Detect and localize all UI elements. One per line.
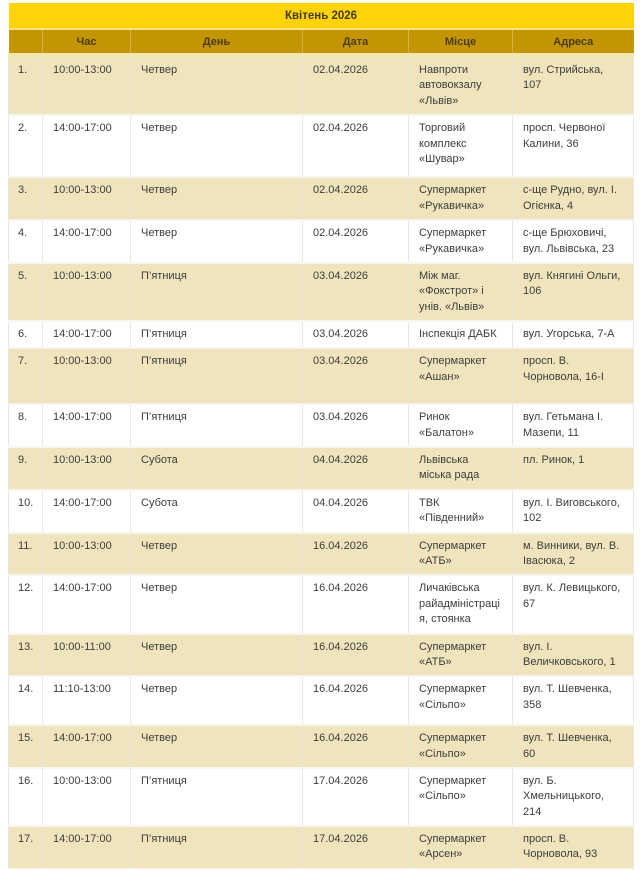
cell-place: Між маг. «Фокстрот» і унів. «Львів» (409, 263, 513, 321)
cell-day: П’ятниця (131, 404, 303, 447)
cell-place: Ринок «Балатон» (409, 404, 513, 447)
cell-time: 14:00-17:00 (43, 826, 131, 869)
table-header-row (9, 29, 634, 56)
cell-time: 10:00-11:00 (43, 634, 131, 677)
cell-place: Личаківська райадміністрація, стоянка (409, 575, 513, 633)
cell-address: вул. І. Величковського, 1 (513, 634, 634, 677)
cell-address: вул. К. Левицького, 67 (513, 575, 634, 633)
cell-time: 14:00-17:00 (43, 321, 131, 348)
table-row (9, 634, 634, 677)
cell-date: 16.04.2026 (303, 676, 409, 725)
cell-address: вул. Т. Шевченка, 358 (513, 676, 634, 725)
cell-place: Супермаркет «Сільпо» (409, 768, 513, 826)
cell-day: Четвер (131, 220, 303, 263)
table-row (9, 490, 634, 533)
table-row (9, 725, 634, 768)
table-title-row (9, 3, 634, 29)
cell-date: 03.04.2026 (303, 321, 409, 348)
cell-number: 14. (9, 676, 43, 725)
schedule-body (9, 56, 634, 869)
column-header-number (9, 29, 43, 56)
cell-date: 17.04.2026 (303, 768, 409, 826)
table-row (9, 826, 634, 869)
cell-date: 02.04.2026 (303, 177, 409, 220)
cell-number: 13. (9, 634, 43, 677)
cell-place: Супермаркет «АТБ» (409, 634, 513, 677)
table-row (9, 115, 634, 177)
cell-time: 14:00-17:00 (43, 115, 131, 177)
cell-date: 03.04.2026 (303, 404, 409, 447)
cell-place: Супермаркет «АТБ» (409, 533, 513, 576)
cell-day: Четвер (131, 115, 303, 177)
cell-time: 10:00-13:00 (43, 533, 131, 576)
cell-place: Торговий комплекс «Шувар» (409, 115, 513, 177)
cell-place: Інспекція ДАБК (409, 321, 513, 348)
cell-place: Навпроти автовокзалу «Львів» (409, 56, 513, 116)
cell-date: 16.04.2026 (303, 575, 409, 633)
cell-number: 3. (9, 177, 43, 220)
cell-day: Четвер (131, 56, 303, 116)
table-row (9, 56, 634, 116)
cell-number: 7. (9, 348, 43, 404)
cell-time: 10:00-13:00 (43, 348, 131, 404)
cell-number: 11. (9, 533, 43, 576)
cell-day: Четвер (131, 676, 303, 725)
table-row (9, 348, 634, 404)
cell-number: 17. (9, 826, 43, 869)
cell-day: П’ятниця (131, 263, 303, 321)
cell-time: 10:00-13:00 (43, 263, 131, 321)
cell-number: 9. (9, 447, 43, 490)
cell-date: 02.04.2026 (303, 220, 409, 263)
table-row (9, 404, 634, 447)
cell-day: Четвер (131, 725, 303, 768)
cell-place: Супермаркет «Сільпо» (409, 725, 513, 768)
table-row (9, 533, 634, 576)
cell-address: м. Винники, вул. В. Івасюка, 2 (513, 533, 634, 576)
cell-time: 10:00-13:00 (43, 177, 131, 220)
cell-day: П’ятниця (131, 348, 303, 404)
cell-address: с-ще Рудно, вул. І. Огієнка, 4 (513, 177, 634, 220)
cell-place: Супермаркет «Сільпо» (409, 676, 513, 725)
cell-number: 10. (9, 490, 43, 533)
cell-place: Львівська міська рада (409, 447, 513, 490)
cell-number: 4. (9, 220, 43, 263)
cell-date: 17.04.2026 (303, 826, 409, 869)
cell-day: П’ятниця (131, 826, 303, 869)
cell-address: с-ще Брюховичі, вул. Львівська, 23 (513, 220, 634, 263)
cell-time: 14:00-17:00 (43, 220, 131, 263)
table-row (9, 263, 634, 321)
cell-number: 6. (9, 321, 43, 348)
cell-time: 10:00-13:00 (43, 447, 131, 490)
cell-date: 16.04.2026 (303, 533, 409, 576)
cell-day: Четвер (131, 533, 303, 576)
table-row (9, 220, 634, 263)
cell-number: 15. (9, 725, 43, 768)
cell-time: 10:00-13:00 (43, 768, 131, 826)
cell-date: 04.04.2026 (303, 447, 409, 490)
cell-address: вул. Т. Шевченка, 60 (513, 725, 634, 768)
cell-address: вул. Гетьмана І. Мазепи, 11 (513, 404, 634, 447)
cell-number: 16. (9, 768, 43, 826)
column-header-place: Місце (409, 29, 513, 56)
cell-address: просп. Червоної Калини, 36 (513, 115, 634, 177)
cell-day: Субота (131, 490, 303, 533)
schedule-table (8, 3, 634, 870)
cell-address: вул. Княгині Ольги, 106 (513, 263, 634, 321)
cell-date: 02.04.2026 (303, 56, 409, 116)
cell-address: просп. В. Чорновола, 93 (513, 826, 634, 869)
column-header-day: День (131, 29, 303, 56)
column-header-date: Дата (303, 29, 409, 56)
cell-time: 14:00-17:00 (43, 725, 131, 768)
cell-number: 1. (9, 56, 43, 116)
cell-place: ТВК «Південний» (409, 490, 513, 533)
cell-day: П’ятниця (131, 321, 303, 348)
cell-address: вул. І. Виговського, 102 (513, 490, 634, 533)
cell-number: 8. (9, 404, 43, 447)
cell-date: 03.04.2026 (303, 348, 409, 404)
cell-day: Четвер (131, 177, 303, 220)
cell-date: 03.04.2026 (303, 263, 409, 321)
cell-time: 14:00-17:00 (43, 404, 131, 447)
table-row (9, 575, 634, 633)
table-row (9, 676, 634, 725)
cell-place: Супермаркет «Рукавичка» (409, 177, 513, 220)
cell-number: 12. (9, 575, 43, 633)
cell-place: Супермаркет «Рукавичка» (409, 220, 513, 263)
table-row (9, 447, 634, 490)
column-header-time: Час (43, 29, 131, 56)
cell-time: 14:00-17:00 (43, 490, 131, 533)
cell-address: вул. Стрийська, 107 (513, 56, 634, 116)
cell-day: Четвер (131, 575, 303, 633)
cell-place: Супермаркет «Ашан» (409, 348, 513, 404)
table-row (9, 177, 634, 220)
cell-address: просп. В. Чорновола, 16-І (513, 348, 634, 404)
column-header-address: Адреса (513, 29, 634, 56)
cell-date: 16.04.2026 (303, 634, 409, 677)
cell-day: Субота (131, 447, 303, 490)
cell-date: 04.04.2026 (303, 490, 409, 533)
cell-address: вул. Угорська, 7-А (513, 321, 634, 348)
table-row (9, 768, 634, 826)
cell-address: вул. Б. Хмельницького, 214 (513, 768, 634, 826)
cell-number: 5. (9, 263, 43, 321)
cell-day: Четвер (131, 634, 303, 677)
month-title: Квітень 2026 (9, 3, 634, 29)
cell-time: 10:00-13:00 (43, 56, 131, 116)
cell-address: пл. Ринок, 1 (513, 447, 634, 490)
cell-number: 2. (9, 115, 43, 177)
cell-time: 11:10-13:00 (43, 676, 131, 725)
cell-time: 14:00-17:00 (43, 575, 131, 633)
table-row (9, 321, 634, 348)
cell-place: Супермаркет «Арсен» (409, 826, 513, 869)
cell-day: П’ятниця (131, 768, 303, 826)
cell-date: 16.04.2026 (303, 725, 409, 768)
cell-date: 02.04.2026 (303, 115, 409, 177)
